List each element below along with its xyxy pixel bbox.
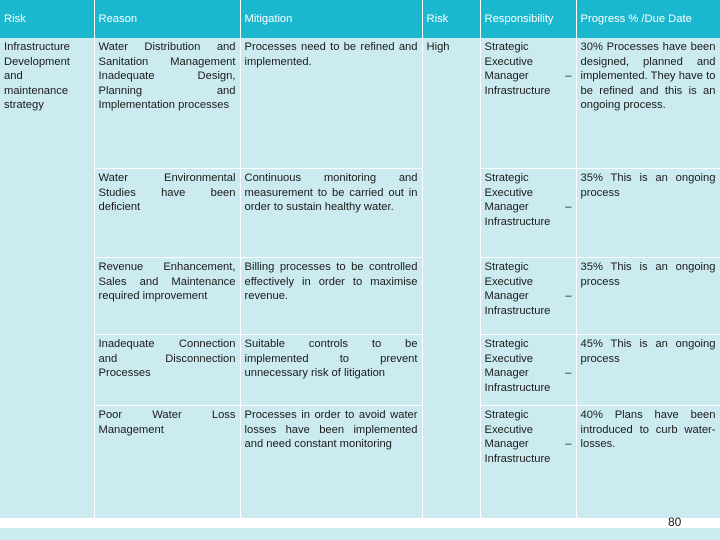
reason-cell: Inadequate Connection and Disconnection Processes: [94, 335, 240, 406]
table-row: [0, 406, 720, 519]
responsibility-cell: Strategic Executive Manager – Infrastructure: [480, 169, 576, 258]
mitigation-cell: Continuous monitoring and measurement to be carried out in order to sustain healthy water.: [240, 169, 422, 258]
mitigation-cell: Processes in order to avoid water losses have been implemented and need constant monitoring: [240, 406, 422, 519]
header-risk-level: Risk: [422, 0, 480, 38]
risk-area-cell: Infrastructure Development and maintenance strategy: [0, 38, 94, 519]
reason-cell: Poor Water Loss Management: [94, 406, 240, 519]
progress-cell: 45% This is an ongoing process: [576, 335, 720, 406]
header-progress: Progress % /Due Date: [576, 0, 720, 38]
responsibility-cell: Strategic Executive Manager – Infrastructure: [480, 258, 576, 335]
table-row: [0, 335, 720, 406]
responsibility-cell: Strategic Executive Manager – Infrastructure: [480, 38, 576, 169]
header-responsibility: Responsibility: [480, 0, 576, 38]
progress-cell: 35% This is an ongoing process: [576, 258, 720, 335]
header-risk: Risk: [0, 0, 94, 38]
progress-cell: 30% Processes have been designed, planned and implemented. They have to be refined and this is an ongoing process.: [576, 38, 720, 169]
mitigation-cell: Processes need to be refined and implemented.: [240, 38, 422, 169]
table-row: [0, 258, 720, 335]
risk-level-cell: High: [422, 38, 480, 519]
reason-cell: Water Environmental Studies have been deficient: [94, 169, 240, 258]
table-row: [0, 169, 720, 258]
mitigation-cell: Billing processes to be controlled effectively in order to maximise revenue.: [240, 258, 422, 335]
reason-cell: Revenue Enhancement, Sales and Maintenance required improvement: [94, 258, 240, 335]
page-number: 80: [668, 515, 682, 529]
header-reason: Reason: [94, 0, 240, 38]
reason-cell: Water Distribution and Sanitation Management Inadequate Design, Planning and Implementation processes: [94, 38, 240, 169]
bottom-strip: [0, 527, 720, 540]
mitigation-cell: Suitable controls to be implemented to prevent unnecessary risk of litigation: [240, 335, 422, 406]
table-row: [0, 38, 720, 169]
responsibility-cell: Strategic Executive Manager – Infrastructure: [480, 335, 576, 406]
header-row: [0, 0, 720, 38]
responsibility-cell: Strategic Executive Manager – Infrastructure: [480, 406, 576, 519]
progress-cell: 35% This is an ongoing process: [576, 169, 720, 258]
progress-cell: 40% Plans have been introduced to curb water-losses.: [576, 406, 720, 519]
header-mitigation: Mitigation: [240, 0, 422, 38]
